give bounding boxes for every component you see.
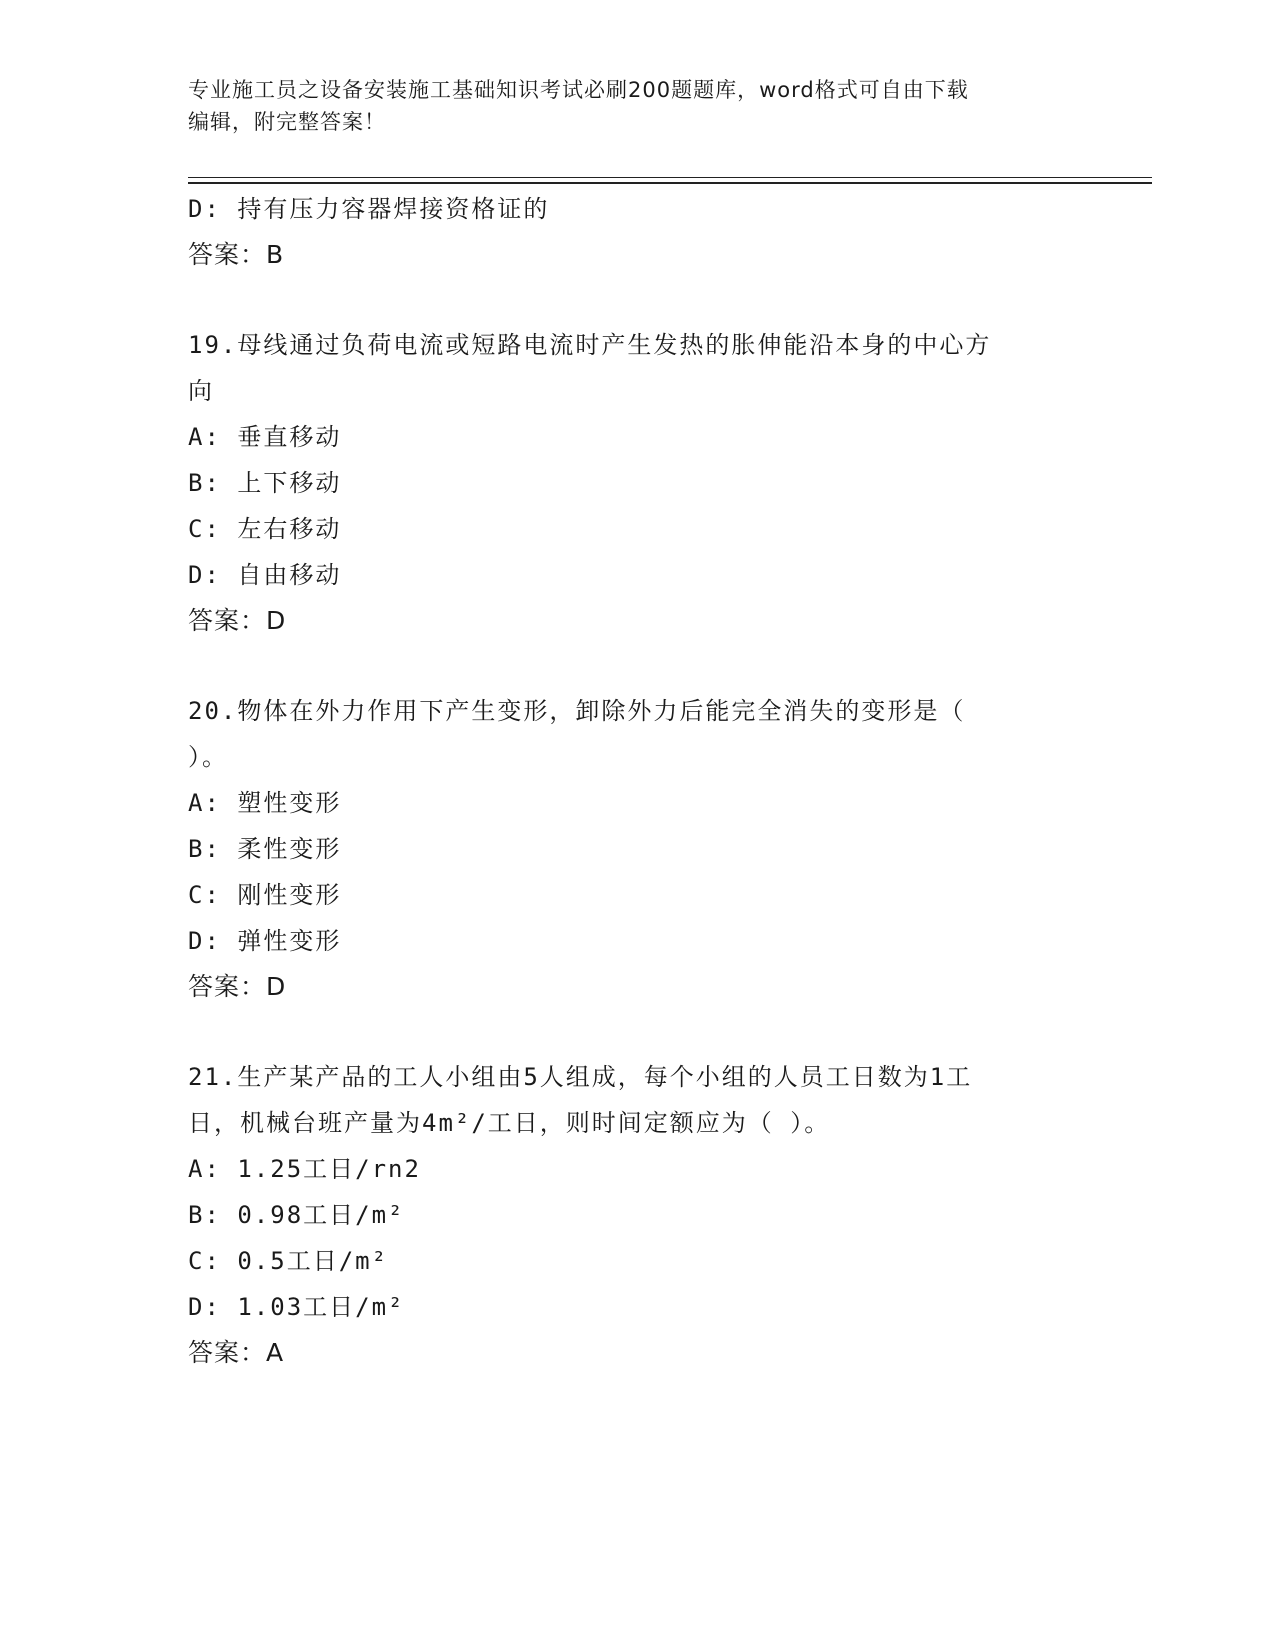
- option-a: A: 垂直移动: [188, 423, 342, 451]
- question-content: [188, 186, 1088, 1376]
- option-d: D: 弹性变形: [188, 927, 342, 955]
- spacer: [188, 278, 1088, 322]
- question-stem: 20.物体在外力作用下产生变形，卸除外力后能完全消失的变形是（: [188, 697, 966, 725]
- question-stem: 19.母线通过负荷电流或短路电流时产生发热的胀伸能沿本身的中心方: [188, 331, 992, 359]
- question-stem-cont: 向: [188, 377, 214, 405]
- document-header: [188, 74, 1088, 138]
- header-line-2: 编辑，附完整答案！: [188, 110, 386, 134]
- option-b: B: 0.98工日/m²: [188, 1201, 405, 1229]
- spacer: [188, 1010, 1088, 1054]
- header-line-1: 专业施工员之设备安装施工基础知识考试必刷200题题库，word格式可自由下载: [188, 78, 969, 102]
- carryover-answer: 答案：B: [188, 240, 285, 269]
- question-stem: 21.生产某产品的工人小组由5人组成，每个小组的人员工日数为1工: [188, 1063, 973, 1091]
- question-stem-cont: 日，机械台班产量为4m²/工日，则时间定额应为（ ）。: [188, 1109, 831, 1137]
- question-19: [188, 322, 1088, 644]
- option-c: C: 左右移动: [188, 515, 342, 543]
- option-c: C: 刚性变形: [188, 881, 342, 909]
- option-a: A: 塑性变形: [188, 789, 342, 817]
- header-divider-thick: [188, 182, 1152, 184]
- option-c: C: 0.5工日/m²: [188, 1247, 389, 1275]
- question-20: [188, 688, 1088, 1010]
- option-b: B: 上下移动: [188, 469, 342, 497]
- spacer: [188, 644, 1088, 688]
- carryover-option-d: D: 持有压力容器焊接资格证的: [188, 195, 550, 223]
- option-d: D: 1.03工日/m²: [188, 1293, 405, 1321]
- question-stem-cont: ）。: [188, 743, 228, 771]
- option-a: A: 1.25工日/rn2: [188, 1155, 421, 1183]
- option-b: B: 柔性变形: [188, 835, 342, 863]
- question-21: [188, 1054, 1088, 1376]
- answer: 答案：D: [188, 972, 287, 1001]
- header-divider-thin: [188, 177, 1152, 178]
- answer: 答案：A: [188, 1338, 285, 1367]
- option-d: D: 自由移动: [188, 561, 342, 589]
- answer: 答案：D: [188, 606, 287, 635]
